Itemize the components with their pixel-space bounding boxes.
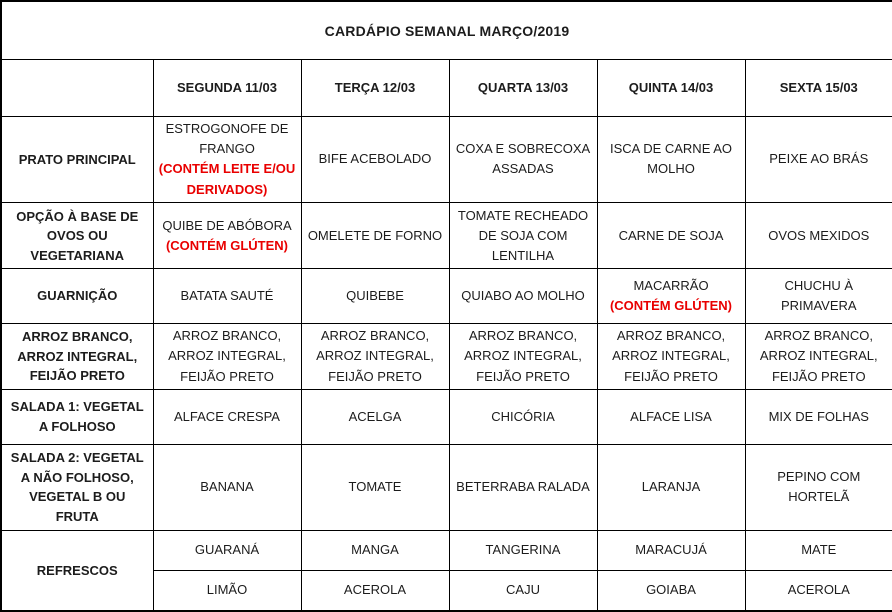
- row-label-guarnicao: GUARNIÇÃO: [1, 269, 153, 324]
- menu-cell: [449, 323, 597, 389]
- menu-item-text: QUIABO AO MOLHO: [461, 288, 585, 304]
- menu-item-text: ARROZ BRANCO, ARROZ INTEGRAL, FEIJÃO PRETO: [612, 328, 730, 384]
- menu-item-text: GOIABA: [646, 582, 696, 598]
- menu-item-text: QUIBEBE: [346, 288, 404, 304]
- menu-item-text: ARROZ BRANCO, ARROZ INTEGRAL, FEIJÃO PRETO: [759, 328, 878, 384]
- menu-item-text: ACEROLA: [343, 582, 407, 598]
- day-header-quarta: QUARTA 13/03: [449, 60, 597, 117]
- menu-cell: [449, 269, 597, 324]
- menu-item-text: ESTROGONOFE DE FRANGO: [165, 121, 289, 157]
- menu-cell: [301, 444, 449, 530]
- day-header-quinta: QUINTA 14/03: [597, 60, 745, 117]
- menu-item-text: TANGERINA: [485, 542, 561, 558]
- menu-item-text: OVOS MEXIDOS: [768, 227, 870, 243]
- row-label-arroz-feijao: ARROZ BRANCO, ARROZ INTEGRAL, FEIJÃO PRETO: [1, 323, 153, 389]
- menu-cell: [745, 116, 892, 202]
- menu-cell: [597, 116, 745, 202]
- menu-cell: [449, 444, 597, 530]
- menu-item-text: ARROZ BRANCO, ARROZ INTEGRAL, FEIJÃO PRETO: [316, 328, 434, 384]
- day-header-sexta: SEXTA 15/03: [745, 60, 892, 117]
- menu-cell: [449, 203, 597, 269]
- menu-cell: [449, 570, 597, 611]
- menu-item-text: CHICÓRIA: [491, 408, 555, 424]
- menu-item-text: BIFE ACEBOLADO: [318, 151, 432, 167]
- menu-item-text: CARNE DE SOJA: [618, 227, 724, 243]
- menu-cell: [153, 570, 301, 611]
- menu-cell: [449, 390, 597, 445]
- menu-cell: [597, 390, 745, 445]
- menu-cell: [745, 323, 892, 389]
- menu-cell: [301, 269, 449, 324]
- menu-cell: [745, 390, 892, 445]
- menu-item-text: COXA E SOBRECOXA ASSADAS: [455, 141, 591, 177]
- menu-item-text: MIX DE FOLHAS: [768, 408, 869, 424]
- menu-cell: [301, 390, 449, 445]
- menu-cell: [745, 203, 892, 269]
- menu-item-text: OMELETE DE FORNO: [307, 227, 443, 243]
- menu-item-text: BANANA: [200, 479, 254, 495]
- menu-cell: [153, 116, 301, 202]
- menu-cell: [153, 530, 301, 570]
- menu-item-text: CAJU: [506, 582, 540, 598]
- row-label-prato-principal: PRATO PRINCIPAL: [1, 116, 153, 202]
- row-label-refrescos: REFRESCOS: [1, 530, 153, 611]
- menu-cell: [301, 116, 449, 202]
- menu-cell: [449, 530, 597, 570]
- menu-item-text: TOMATE RECHEADO DE SOJA COM LENTILHA: [457, 207, 589, 263]
- row-label-salada1: SALADA 1: VEGETAL A FOLHOSO: [1, 390, 153, 445]
- menu-cell: [597, 570, 745, 611]
- menu-cell: [301, 323, 449, 389]
- menu-cell: [597, 444, 745, 530]
- day-header-terca: TERÇA 12/03: [301, 60, 449, 117]
- menu-cell: [153, 203, 301, 269]
- page-title: CARDÁPIO SEMANAL MARÇO/2019: [1, 1, 892, 60]
- menu-cell: [153, 444, 301, 530]
- menu-item-text: CHUCHU À PRIMAVERA: [780, 277, 857, 314]
- menu-cell: [449, 116, 597, 202]
- menu-item-text: BATATA SAUTÉ: [180, 288, 274, 304]
- menu-cell: [745, 444, 892, 530]
- menu-item-text: ALFACE LISA: [630, 408, 712, 424]
- menu-cell: [745, 530, 892, 570]
- menu-item-text: MACARRÃO: [633, 277, 709, 293]
- row-label-opcao-vegetariana: OPÇÃO À BASE DE OVOS OU VEGETARIANA: [1, 203, 153, 269]
- menu-cell: [597, 269, 745, 324]
- menu-cell: [597, 203, 745, 269]
- menu-item-text: PEIXE AO BRÁS: [769, 151, 869, 167]
- menu-item-text: ACELGA: [348, 408, 402, 424]
- menu-item-text: ARROZ BRANCO, ARROZ INTEGRAL, FEIJÃO PRETO: [168, 328, 286, 384]
- menu-cell: [745, 570, 892, 611]
- menu-item-text: TOMATE: [348, 479, 402, 495]
- menu-cell: [153, 390, 301, 445]
- menu-item-text: MARACUJÁ: [635, 542, 707, 558]
- menu-item-text: PEPINO COM HORTELÃ: [777, 468, 861, 505]
- menu-item-text: BETERRABA RALADA: [456, 479, 590, 495]
- allergen-warning: (CONTÉM GLÚTEN): [609, 298, 733, 314]
- menu-item-text: ALFACE CRESPA: [174, 408, 280, 424]
- menu-item-text: LARANJA: [641, 479, 701, 495]
- menu-cell: [153, 323, 301, 389]
- menu-cell: [597, 530, 745, 570]
- menu-item-text: LIMÃO: [206, 582, 248, 598]
- day-header-segunda: SEGUNDA 11/03: [153, 60, 301, 117]
- menu-cell: [301, 203, 449, 269]
- menu-cell: [301, 570, 449, 611]
- row-label-salada2: SALADA 2: VEGETAL A NÃO FOLHOSO, VEGETAL B OU FRUTA: [1, 444, 153, 530]
- menu-cell: [597, 323, 745, 389]
- menu-item-text: GUARANÁ: [194, 542, 260, 558]
- menu-item-text: ARROZ BRANCO, ARROZ INTEGRAL, FEIJÃO PRETO: [464, 328, 582, 384]
- menu-cell: [745, 269, 892, 324]
- corner-cell: [1, 60, 153, 117]
- allergen-warning: (CONTÉM GLÚTEN): [165, 237, 289, 253]
- menu-item-text: ACEROLA: [787, 582, 850, 598]
- menu-cell: [153, 269, 301, 324]
- menu-cell: [301, 530, 449, 570]
- menu-item-text: QUIBE DE ABÓBORA: [162, 217, 292, 233]
- menu-item-text: ISCA DE CARNE AO MOLHO: [609, 141, 733, 177]
- menu-item-text: MATE: [801, 542, 837, 558]
- menu-item-text: MANGA: [351, 542, 399, 558]
- allergen-warning: (CONTÉM LEITE E/OU DERIVADOS): [158, 161, 296, 197]
